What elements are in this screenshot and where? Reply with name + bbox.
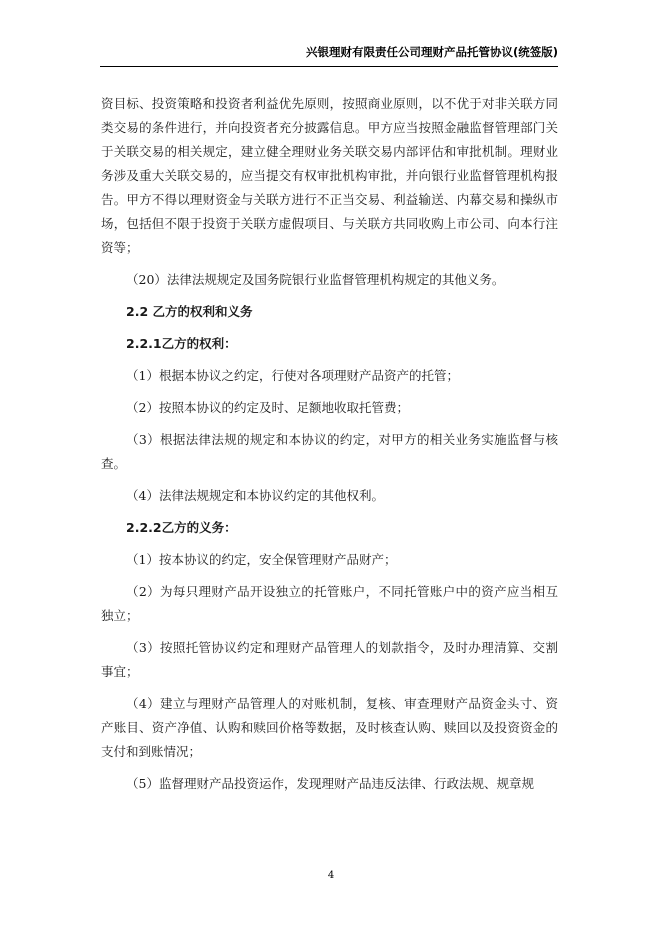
obligations-item-2: （2）为每只理财产品开设独立的托管账户，不同托管账户中的资产应当相互独立； [101,584,558,623]
document-body [101,92,558,796]
section-heading-2-2: 2.2 乙方的权利和义务 [126,304,253,319]
subsection-heading-2-2-1: 2.2.1乙方的权利： [126,336,237,351]
obligations-item-4: （4）建立与理财产品管理人的对账机制，复核、审查理财产品资金头寸、资产账目、资产净值、认购和赎回价格等数据，及时核查认购、赎回以及投资资金的支付和到账情况； [101,696,558,759]
paragraph-continuation: 资目标、投资策略和投资者利益优先原则，按照商业原则，以不优于对非关联方同类交易的条件进行，并向投资者充分披露信息。甲方应当按照金融监督管理部门关于关联交易的相关规定，建立健全理财业务关联交易内部评估和审批机制。理财业务涉及重大关联交易的，应当提交有权审批机构审批，并向银行业监督管理机构报告。甲方不得以理财资金与关联方进行不正当交易、利益输送、内幕交易和操纵市场，包括但不限于投资于关联方虚假项目、与关联方共同收购上市公司、向本行注资等； [101,96,558,255]
rights-item-1: （1）根据本协议之约定，行使对各项理财产品资产的托管； [126,368,459,383]
rights-item-3: （3）根据法律法规的规定和本协议的约定，对甲方的相关业务实施监督与核查。 [101,432,558,471]
rights-item-2: （2）按照本协议的约定及时、足额地收取托管费； [126,400,409,415]
obligations-item-5: （5）监督理财产品投资运作，发现理财产品违反法律、行政法规、规章规 [126,776,534,791]
page-number: 4 [327,870,335,881]
obligations-item-1: （1）按本协议的约定，安全保管理财产品财产； [126,552,397,567]
document-header: 兴银理财有限责任公司理财产品托管协议(统签版) [100,44,558,67]
obligations-item-3: （3）按照托管协议约定和理财产品管理人的划款指令，及时办理清算、交割事宜； [101,640,558,679]
paragraph-item-20: （20）法律法规规定及国务院银行业监督管理机构规定的其他义务。 [126,272,505,287]
subsection-heading-2-2-2: 2.2.2乙方的义务： [126,520,237,535]
rights-item-4: （4）法律法规规定和本协议约定的其他权利。 [126,488,384,503]
